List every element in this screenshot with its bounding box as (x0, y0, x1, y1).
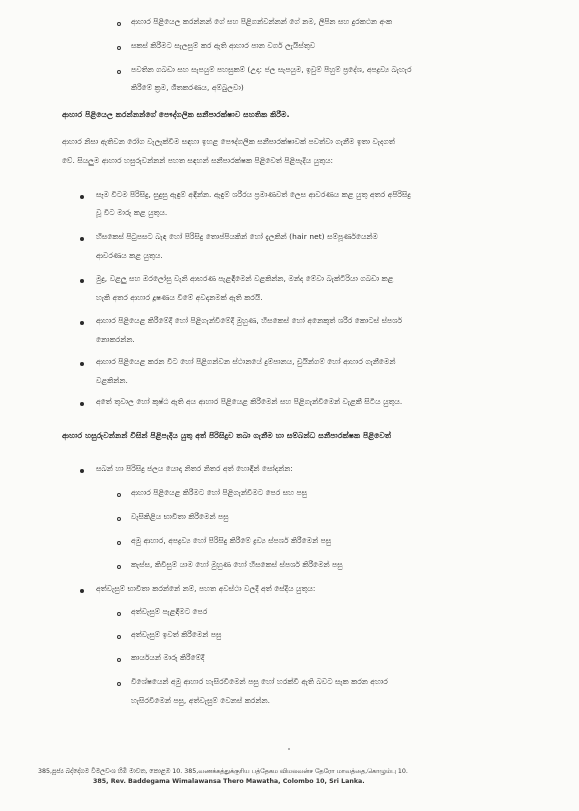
list-item-continuation: ආවරණය කළ යුතුය. (96, 251, 163, 260)
bullet-icon (80, 362, 84, 366)
sub-list-item: කාර්යයන් මාරු කිරීමේදී (131, 653, 205, 662)
sub-list-item: වැසිකිළිය භාවිතා කිරීමෙන් පසු (131, 512, 229, 521)
bullet-icon (80, 195, 84, 199)
hollow-bullet-icon (117, 517, 121, 521)
footer-address-line-english: 385, Rev. Baddegama Wimalawansa Thero Mawatha, Colombo 10, Sri Lanka. (93, 778, 365, 785)
list-item: මුදු, වළලු සහ ඔරලෝසු වැනි ආභරණ පැළඳීමෙන් වළකින්න, මන්ද මේවා බැක්ටීරියා ගබඩා කළ (96, 274, 394, 283)
bullet-icon (80, 402, 84, 406)
list-item: අත්වැසුම් භාවිතා කරන්නේ නම්, පහත අවස්ථා වලදී අත් සේදිය යුතුය: (96, 584, 316, 593)
list-item: ආහාර පිළියෙල කරන්නන් ගේ සහ පිළිගන්වන්නන් ගේ නම, ලිපින සහ දුරකථන අංක (131, 17, 393, 26)
hollow-bullet-icon (117, 46, 121, 50)
list-item-continuation: හැකි අතර ආහාර දූෂණය වීමේ අවදානමක් ඇති කරයි. (96, 293, 263, 302)
list-item: අතේ තුවාල හෝ කුෂ්ඨ ඇති අය ආහාර පිළියෙළ කිරීමෙන් සහ පිළිගැන්වීමෙන් වැළකී සිටිය යුතුය. (96, 397, 403, 406)
list-item: සබන් හා පිරිසිදු ජලය යොදා නිතර නිතර අත් හොඳින් සෝදන්න: (96, 464, 293, 473)
intro-paragraph-line: ආහාර නිසා ඇතිවන රෝග වැලැක්වීම සඳහා ඉහළ පෞද්ගලික සනීපාරක්ෂාවක් පවත්වා ගැනීම ඉතා වැදගත් (62, 137, 395, 146)
hollow-bullet-icon (117, 541, 121, 545)
list-item: ආහාර පිළියෙළ කිරීමේදී හෝ පිළිගැන්වීමේදී මුහුණ, හිසකෙස් හෝ අනෙකුත් ශරීර කොටස් ස්පර්ශ (96, 316, 403, 325)
list-item-continuation: වූ විට මාරු කළ යුතුය. (96, 208, 168, 217)
sub-list-item: විශේෂයෙන් අමු ආහාර හැසිරවීමෙන් පසු හෝ හරක්වී ඇති බවට සැක කරන අහාර (131, 677, 388, 686)
section-heading-hand-hygiene: ආහාර හසුරුවන්නන් විසින් පිළිපැදිය යුතු අත් පිරිසිදුව තබා ගැනීම හා සම්බන්ධ සනීපාරක්ෂක පිළිවෙත් (62, 431, 392, 440)
bullet-icon (80, 279, 84, 283)
list-item: පවතින ගබඩා සහ සැපයුම් පහසුකම් (උදා: ජල සැපයුම, ඉවුම් පිහුම් ප්‍රදේශ, අපද්‍රව්‍ය බැහැර (131, 65, 412, 74)
hollow-bullet-icon (117, 635, 121, 639)
sub-list-item: අමු ආහාර, අපද්‍රව්‍ය හෝ පිරිසිදු කිරීමේ ද්‍රව්‍ය ස්පර්ශ කිරීමෙන් පසු (131, 536, 332, 545)
hollow-bullet-icon (117, 658, 121, 662)
bullet-icon (80, 237, 84, 241)
bullet-icon (80, 469, 84, 473)
list-item-continuation: නොකරන්න. (96, 335, 135, 344)
hollow-bullet-icon (117, 70, 121, 74)
hollow-bullet-icon (117, 565, 121, 569)
list-item: ආහාර පිළියෙළ කරන විට හෝ පිළිගන්වන ස්ථානයේ දුම්පානය, චුයින්ගම් හෝ ආහාර ගැනීමෙන් (96, 357, 396, 366)
sub-list-item: කැස්ස, කිවිසුම් යාම හෝ මුහුණ හෝ හිසකෙස් ස්පර්ශ කිරීමෙන් පසු (131, 560, 343, 569)
sub-list-item: ආහාර පිළියෙළ කිරීමට හෝ පිළිගැන්වීමට පෙර සහ පසු (131, 488, 308, 497)
footer-address-line: 385,පූජ්‍ය බද්දේගම විමලවංශ හිමි මාවත, කොළඹ 10. 385,வணக்கத்துக்குரிய பத்தேகம விமலவன்ச தேரோ மாவத்தை,கொழும்பு 10. (38, 768, 408, 775)
sub-list-item: අත්වැසුම් පැළඳීමට පෙර (131, 607, 208, 616)
bullet-icon (80, 321, 84, 325)
list-item: සෑම විටම පිරිසිදු, සුදුසු ඇඳුම් අඳින්න. ඇඳුම් ශරීරය ප්‍රමාණවත් ලෙස ආවරණය කළ යුතු අතර අපිරිසිදු (96, 190, 411, 199)
intro-paragraph-line: වේ. සියලුම ආහාර හසුරුවන්නන් පහත සඳහන් සනීපාරක්ෂක පිළිවෙත් පිළිපැදිය යුතුය: (62, 156, 334, 165)
footer-address (38, 767, 543, 787)
bullet-icon (80, 589, 84, 593)
hollow-bullet-icon (117, 612, 121, 616)
sub-list-item-continuation: හැසිරවීමෙන් පසු, අත්වැසුම් වෙනස් කරන්න. (131, 696, 271, 705)
list-item: සකස් කිරීමට සැලසුම් කර ඇති ආහාර පාන වර්ග ලැයිස්තුව (131, 41, 316, 50)
hollow-bullet-icon (117, 493, 121, 497)
list-item: හිසකෙස් පිටුපසට බැඳ හෝ පිරිසිදු තොප්පියකින් හෝ දැලකින් (hair net) සම්පූර්ණයෙන්ම (96, 232, 378, 241)
section-heading-personal-hygiene: ආහාර පිළියෙල කරන්නන්ගේ පෞද්ගලික සනීපාරක්ෂාව සහතික කිරීම. (62, 110, 290, 119)
scan-speck (288, 748, 290, 750)
sub-list-item: අත්වැසුම් ඉවත් කිරීමෙන් පසු (131, 630, 222, 639)
list-item-continuation: වළකින්න. (96, 376, 128, 385)
list-item-continuation: කිරීමේ ක්‍රම, ශීතකරණය, අම්බුලවා) (131, 83, 244, 92)
hollow-bullet-icon (117, 682, 121, 686)
hollow-bullet-icon (117, 22, 121, 26)
